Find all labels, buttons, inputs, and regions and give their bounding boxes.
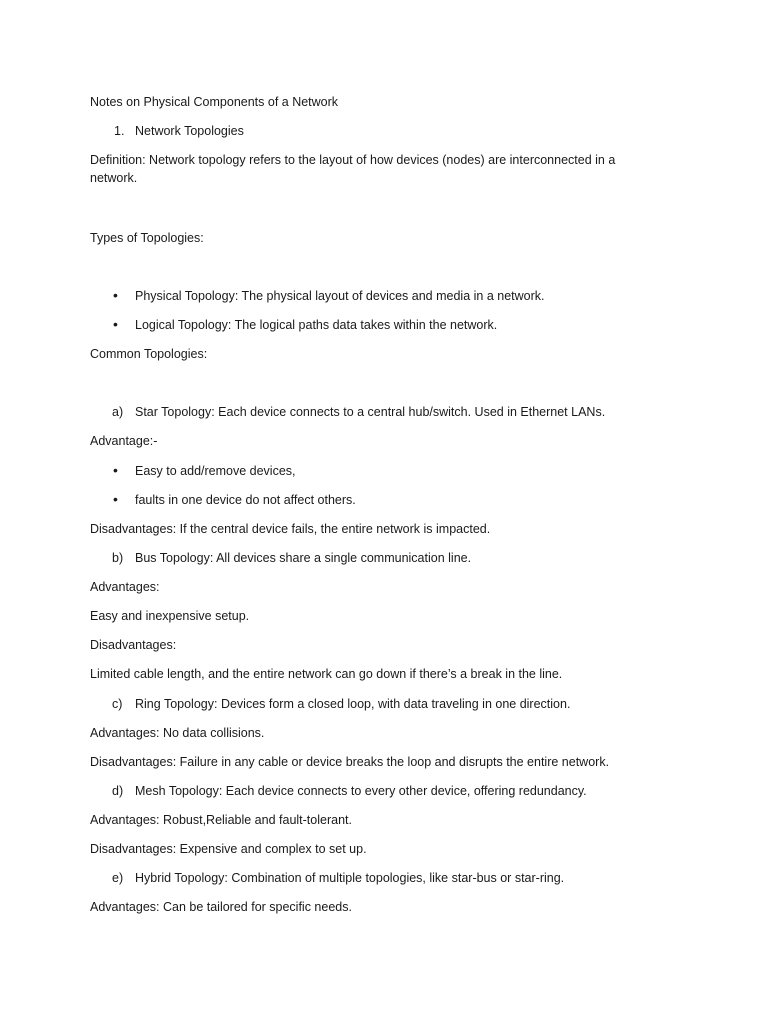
list-item-star-advantage-1: Easy to add/remove devices, — [135, 464, 296, 478]
list-item-star-topology: Star Topology: Each device connects to a central hub/switch. Used in Ethernet LANs. — [135, 405, 606, 419]
bullet-icon: • — [113, 491, 118, 507]
mesh-advantages: Advantages: Robust,Reliable and fault-tolerant. — [90, 813, 352, 827]
list-item-bus-topology: Bus Topology: All devices share a single communication line. — [135, 551, 472, 565]
ring-disadvantages: Disadvantages: Failure in any cable or device breaks the loop and disrupts the entire network. — [90, 755, 610, 769]
bus-disadvantages-text: Limited cable length, and the entire network can go down if there’s a break in the line. — [90, 667, 563, 681]
bullet-icon: • — [113, 287, 118, 303]
common-topologies-heading: Common Topologies: — [90, 347, 208, 361]
list-number-1: 1. — [114, 124, 125, 138]
bus-advantages-text: Easy and inexpensive setup. — [90, 609, 250, 623]
document-title: Notes on Physical Components of a Network — [90, 95, 339, 109]
list-marker-a: a) — [112, 405, 124, 419]
list-item-mesh-topology: Mesh Topology: Each device connects to every other device, offering redundancy. — [135, 784, 587, 798]
definition-paragraph: Definition: Network topology refers to the layout of how devices (nodes) are interconnected in a network. — [90, 153, 616, 185]
list-item-ring-topology: Ring Topology: Devices form a closed loop, with data traveling in one direction. — [135, 697, 571, 711]
section-heading-network-topologies: Network Topologies — [135, 124, 244, 138]
list-item-physical-topology: Physical Topology: The physical layout of devices and media in a network. — [135, 289, 545, 303]
types-heading: Types of Topologies: — [90, 231, 204, 245]
list-marker-d: d) — [112, 784, 124, 798]
list-marker-e: e) — [112, 871, 124, 885]
bus-disadvantages-label: Disadvantages: — [90, 638, 177, 652]
list-item-logical-topology: Logical Topology: The logical paths data takes within the network. — [135, 318, 498, 332]
bus-advantages-label: Advantages: — [90, 580, 160, 594]
star-disadvantages: Disadvantages: If the central device fails, the entire network is impacted. — [90, 522, 491, 536]
hybrid-advantages: Advantages: Can be tailored for specific needs. — [90, 900, 352, 914]
list-marker-b: b) — [112, 551, 124, 565]
list-item-hybrid-topology: Hybrid Topology: Combination of multiple topologies, like star-bus or star-ring. — [135, 871, 565, 885]
list-marker-c: c) — [112, 697, 123, 711]
list-item-star-advantage-2: faults in one device do not affect others. — [135, 493, 356, 507]
mesh-disadvantages: Disadvantages: Expensive and complex to set up. — [90, 842, 367, 856]
ring-advantages: Advantages: No data collisions. — [90, 726, 265, 740]
star-advantage-label: Advantage:- — [90, 434, 158, 448]
bullet-icon: • — [113, 316, 118, 332]
bullet-icon: • — [113, 462, 118, 478]
